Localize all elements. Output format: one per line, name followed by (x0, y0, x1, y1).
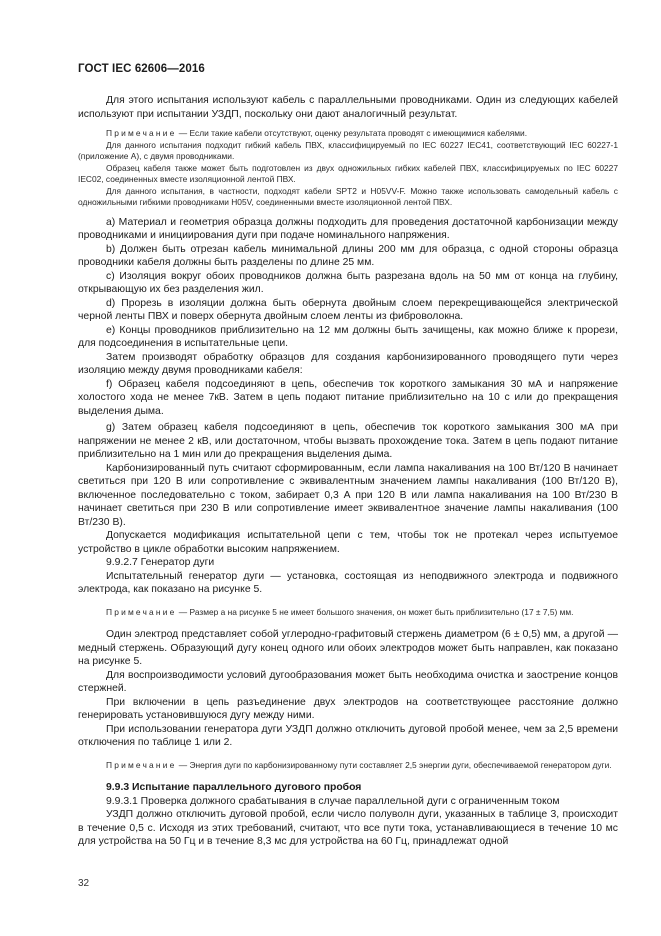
note-3 (78, 760, 618, 772)
note-2 (78, 607, 618, 619)
note-label: Примечание (106, 128, 177, 138)
list-item-g: g) Затем образец кабеля подсоединяют в цепь, обеспечив ток короткого замыкания 300 мА при напряжении не менее 2 кВ, или достаточном, чтобы вызвать прохождение тока. Затем в цепь подают питание приблизительно на 1 мин или до прекращения выделения дыма. (78, 422, 618, 460)
paragraph-cable-intro: Для этого испытания используют кабель с параллельными проводниками. Один из следующих кабелей используют при испытании УЗДП, поскольку они дают аналогичный результат. (78, 95, 618, 120)
list-item-d: d) Прорезь в изоляции должна быть обернута двойным слоем перекрещивающейся электрической черной ленты ПВХ и поверх обернута двойным слоем ленты из фиброволокна. (78, 297, 618, 322)
note-label: Примечание (106, 606, 177, 617)
list-item-a: a) Материал и геометрия образца должны подходить для проведения достаточной карбонизации между проводниками и инициирования дуги при подаче номинального напряжения. (78, 216, 618, 241)
page-number: 32 (78, 878, 90, 889)
list-item-c: c) Изоляция вокруг обоих проводников должна быть разрезана вдоль на 50 мм от конца на глубину, открывающую их без разделения жил. (78, 270, 618, 295)
list-item-f: f) Образец кабеля подсоединяют в цепь, обеспечив ток короткого замыкания 30 мА и напряжение холостого хода не менее 7кВ. Затем в цепь подают питание приблизительно на 10 с или до прекращения выделения дыма. (78, 378, 618, 417)
paragraph-reproducibility: Для воспроизводимости условий дугообразования может быть необходима очистка и заострение концов стержней. (78, 669, 618, 694)
note-1-cable-pvc: Для данного испытания подходит гибкий кабель ПВХ, классифицируемый по IEC 60227 IEC41, соответствующий IEC 60227-1 (приложение А), с двумя проводниками. (78, 139, 618, 161)
paragraph-treatment: Затем производят обработку образцов для создания карбонизированного проводящего пути через изоляцию между двумя проводниками кабеля: (78, 351, 618, 376)
note-1-spt2: Для данного испытания, в частности, подходят кабели SPT2 и H05VV-F. Можно также использовать самодельный кабель с одножильными гибкими проводниками H05V, соединенными вместе изоляционной лентой ПВХ. (78, 185, 618, 207)
list-item-b: b) Должен быть отрезан кабель минимальной длины 200 мм для образца, с одной стороны образца проводники кабеля должны быть разделены по длине 25 мм. (78, 243, 618, 268)
section-heading-993: 9.9.3 Испытание параллельного дугового пробоя (106, 782, 362, 793)
paragraph-usage: При использовании генератора дуги УЗДП должно отключить дуговой пробой менее, чем за 2,5 времени отключения по таблице 1 или 2. (78, 723, 618, 748)
page-header: ГОСТ IEC 62606—2016 (78, 63, 205, 75)
note-1-sample: Образец кабеля также может быть подготовлен из двух одножильных гибких кабелей ПВХ, классифицируемых по IEC 60227 IEC02, соединенных вместе изоляционной лентой ПВХ. (78, 162, 618, 184)
paragraph-modification: Допускается модификация испытательной цепи с тем, чтобы ток не протекал через испытуемое устройство в цикле обработки высоким напряжением. (78, 530, 618, 555)
section-heading-9927: 9.9.2.7 Генератор дуги (106, 557, 215, 568)
note-text: — Энергия дуги по карбонизированному пути составляет 2,5 энергии дуги, обеспечиваемой генератором дуги. (176, 759, 612, 770)
paragraph-half-waves: УЗДП должно отключить дуговой пробой, если число полуволн дуги, указанных в таблице 3, происходит в течение 0,5 с. Исходя из этих требований, считают, что все пути тока, устанавливающиеся в течение 10 мс для устройства на 50 Гц и в течение 8,3 мс для устройства на 60 Гц, принадлежат одной (78, 809, 618, 847)
note-text: — Размер a на рисунке 5 не имеет большого значения, он может быть приблизительно (17 ± 7,5) мм. (176, 606, 574, 617)
paragraph-carbonized-path: Карбонизированный путь считают сформированным, если лампа накаливания на 100 Вт/120 В начинает светиться при 120 В или сопротивление с эквивалентным значением лампы накаливания (100 Вт/120 В), включенное последовательно с током, забирает 0,3 А при 120 В или лампа накаливания на 100 Вт/230 В начинает светиться при 230 В или сопротивление имеет эквивалентное значение лампы накаливания (100 Вт/230 В). (78, 462, 618, 528)
list-item-e: e) Концы проводников приблизительно на 12 мм должны быть зачищены, как можно ближе к прорези, для подсоединения в испытательные цепи. (78, 324, 618, 349)
paragraph-arc-generator: Испытательный генератор дуги — установка, состоящая из неподвижного электрода и подвижного электрода, как показано на рисунке 5. (78, 570, 618, 595)
paragraph-separation: При включении в цепь разъединение двух электродов на соответствующее расстояние должно генерировать установившуюся дугу между ними. (78, 696, 618, 721)
note-label: Примечание (106, 759, 177, 770)
section-heading-9931: 9.9.3.1 Проверка должного срабатывания в случае параллельной дуги с ограниченным током (106, 795, 560, 807)
page-body (78, 94, 618, 849)
note-text: — Если такие кабели отсутствуют, оценку результата проводят с имеющимися кабелями. (176, 128, 528, 138)
note-1 (78, 128, 618, 140)
paragraph-electrode: Один электрод представляет собой углеродно-графитовый стержень диаметром (6 ± 0,5) мм, а другой — медный стержень. Образующий дугу конец одного или обоих электродов может быть направлен, как показано на рисунке 5. (78, 629, 618, 667)
